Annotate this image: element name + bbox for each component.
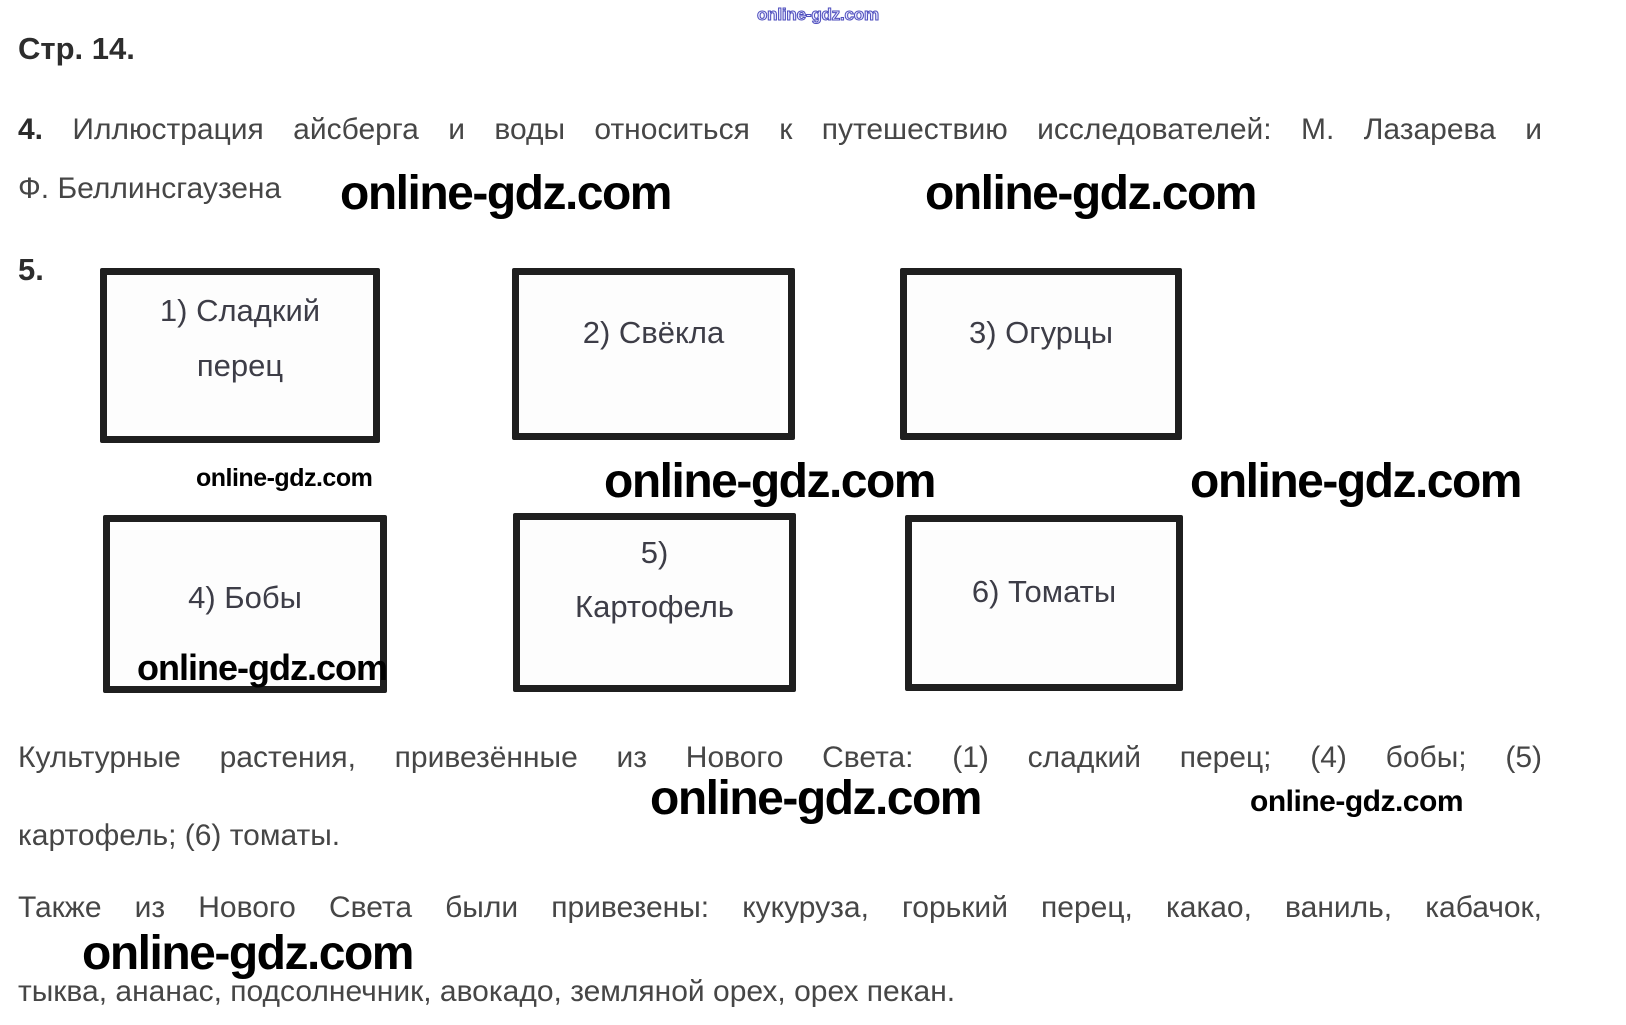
task4-number: 4. — [18, 113, 44, 146]
task5-extra-line1: Также из Нового Света были привезены: кукуруза, горький перец, какао, ваниль, кабачок, — [18, 891, 1542, 924]
task5-answer-line1: Культурные растения, привезённые из Нового Света: (1) сладкий перец; (4) бобы; (5) — [18, 741, 1542, 774]
watermark: online-gdz.com — [196, 464, 373, 492]
watermark: online-gdz.com — [650, 772, 981, 825]
page-title: Стр. 14. — [18, 31, 135, 66]
task5-extra-line2: тыква, ананас, подсолнечник, авокадо, земляной орех, орех пекан. — [18, 975, 956, 1008]
option-box-5 — [513, 513, 796, 692]
watermark: online-gdz.com — [1190, 455, 1521, 508]
option-box-5-label: 5) — [640, 535, 669, 570]
task5-number: 5. — [18, 252, 44, 287]
task4-line1 — [18, 112, 1542, 148]
task4-text: Иллюстрация айсберга и воды относиться к путешествию исследователей: М. Лазарева и — [72, 113, 1542, 146]
option-box-4-label: 4) Бобы — [188, 580, 302, 615]
option-box-5-label2: Картофель — [575, 589, 734, 624]
option-box-6 — [905, 515, 1183, 691]
watermark: online-gdz.com — [604, 455, 935, 508]
option-box-2-label: 2) Свёкла — [582, 315, 725, 350]
task4-line2: Ф. Беллинсгаузена — [18, 172, 282, 205]
option-box-1-label: 1) Сладкий — [159, 293, 321, 328]
watermark: online-gdz.com — [925, 167, 1256, 220]
watermark: online-gdz.com — [137, 647, 387, 688]
option-box-3 — [900, 268, 1182, 440]
option-box-1-label2: перец — [196, 348, 284, 383]
task5-answer-line2: картофель; (6) томаты. — [18, 819, 341, 852]
watermark: online-gdz.com — [82, 927, 413, 980]
option-box-2 — [512, 268, 795, 440]
watermark: online-gdz.com — [340, 167, 671, 220]
option-box-1 — [100, 268, 380, 443]
watermark-top: online-gdz.com — [757, 5, 879, 24]
option-box-3-label: 3) Огурцы — [968, 315, 1114, 350]
option-box-6-label: 6) Томаты — [971, 574, 1117, 609]
watermark: online-gdz.com — [1250, 785, 1463, 818]
